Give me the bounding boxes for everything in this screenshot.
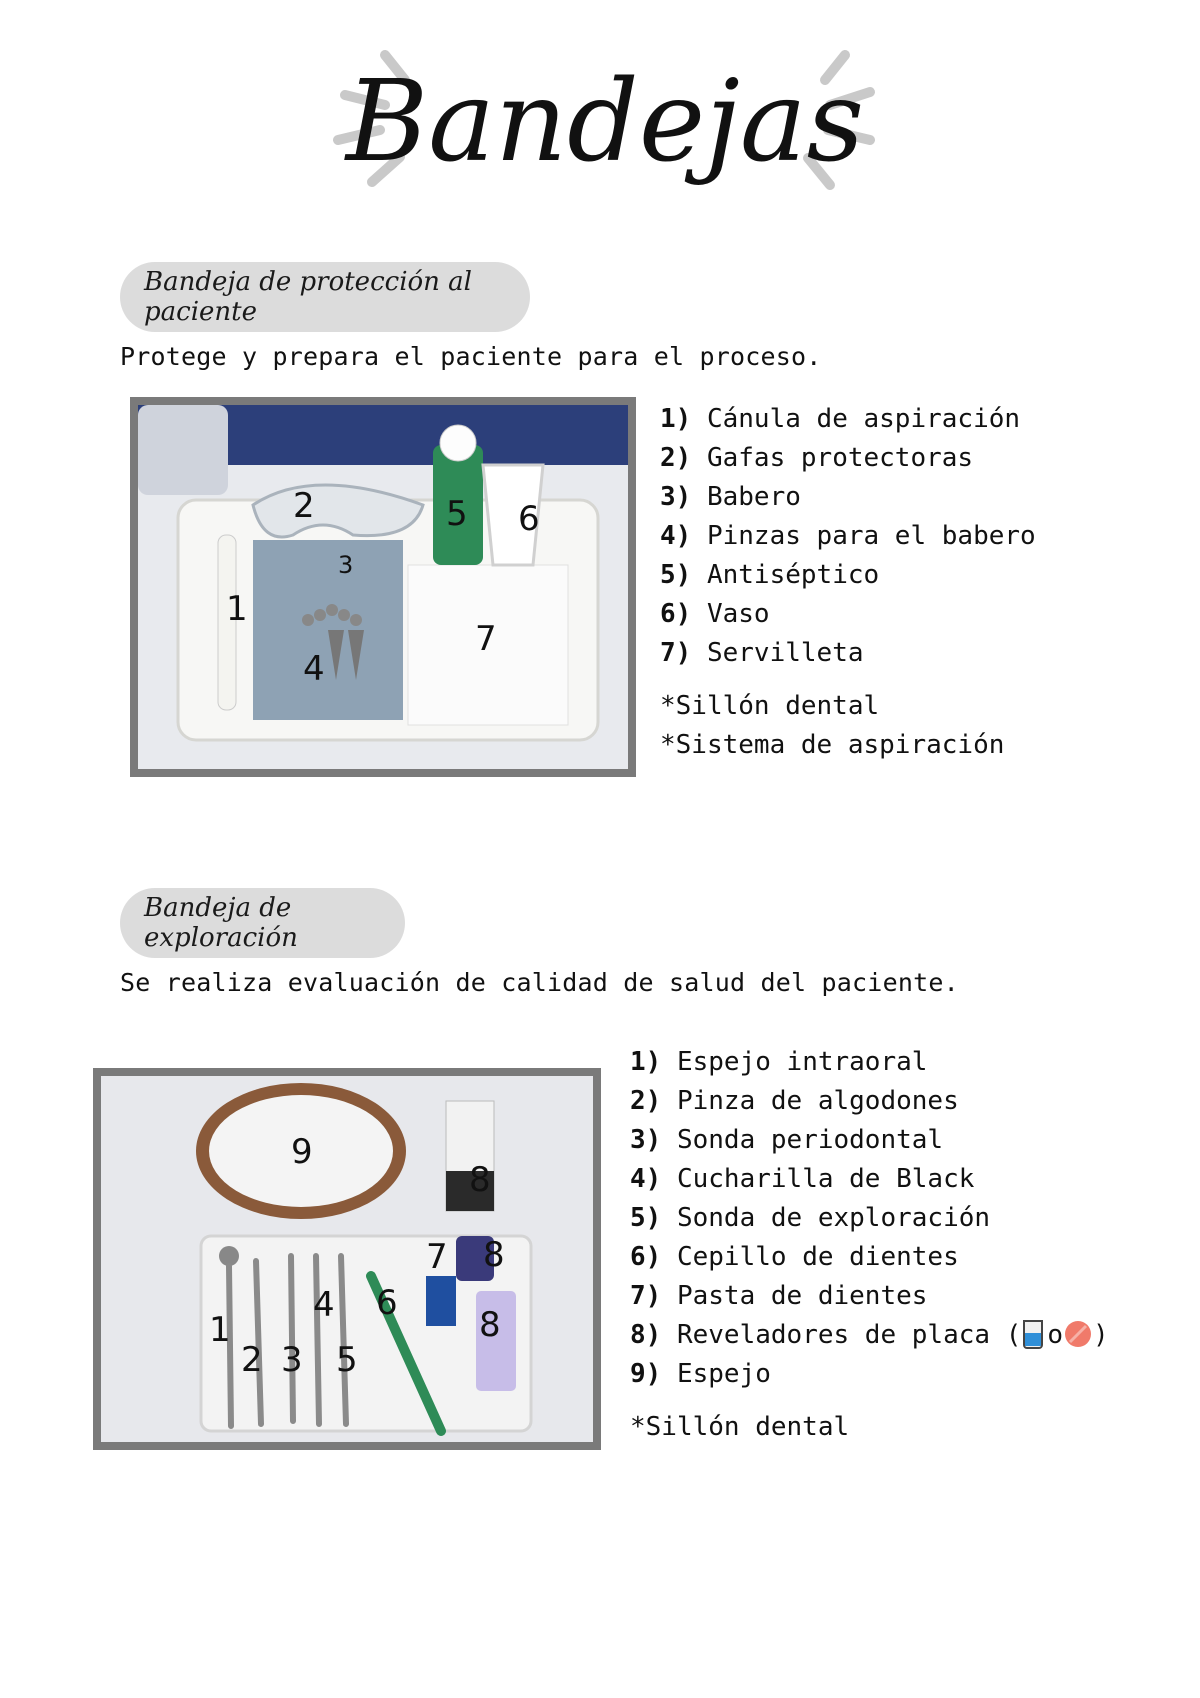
- protection-tray-photo: [130, 397, 636, 777]
- page-title: Bandejas: [345, 57, 865, 187]
- instrument-shape: [316, 1256, 319, 1424]
- list-item: 5) Sonda de exploración: [630, 1203, 991, 1233]
- photo-label: 1: [226, 589, 248, 629]
- photo-label: 8: [469, 1160, 491, 1200]
- photo-label: 4: [303, 649, 325, 689]
- section-description: Protege y prepara el paciente para el proceso.: [120, 342, 822, 371]
- note: *Sillón dental: [660, 691, 880, 721]
- list-item: 1) Cánula de aspiración: [660, 404, 1021, 434]
- photo-label: 8: [483, 1235, 505, 1275]
- photo-label: 3: [338, 551, 354, 579]
- photo-label: 2: [293, 486, 315, 526]
- photo-label: 9: [291, 1132, 313, 1172]
- photo-label: 5: [446, 494, 468, 534]
- list-item: 2) Pinza de algodones: [630, 1086, 959, 1116]
- list-item: 3) Sonda periodontal: [630, 1125, 944, 1155]
- photo-label: 8: [479, 1305, 501, 1345]
- instrument-shape: [291, 1256, 293, 1421]
- note: *Sillón dental: [630, 1412, 850, 1442]
- list-item: 7) Servilleta: [660, 638, 864, 668]
- tray-illustration: [138, 405, 628, 769]
- section-heading-exploration: [120, 888, 405, 958]
- note: *Sistema de aspiración: [660, 730, 1005, 760]
- list-item: 7) Pasta de dientes: [630, 1281, 928, 1311]
- exploration-item-list: [630, 1043, 1109, 1447]
- list-item: 5) Antiséptico: [660, 560, 880, 590]
- photo-label: 7: [475, 619, 497, 659]
- section-heading-text: Bandeja de protección al paciente: [144, 267, 472, 327]
- list-item: 2) Gafas protectoras: [660, 443, 974, 473]
- photo-label: 6: [518, 499, 540, 539]
- beaker-icon: [1021, 1319, 1047, 1349]
- section-heading-text: Bandeja de exploración: [144, 893, 298, 953]
- list-item: 1) Espejo intraoral: [630, 1047, 928, 1077]
- list-item: 6) Cepillo de dientes: [630, 1242, 959, 1272]
- bottle-shape: [138, 405, 228, 495]
- tray-illustration: [101, 1076, 593, 1442]
- list-item: 8) Reveladores de placa ( o ): [630, 1320, 1109, 1350]
- title-decoration: [0, 0, 1200, 230]
- pill-icon: [1063, 1319, 1093, 1349]
- list-item: 4) Pinzas para el babero: [660, 521, 1036, 551]
- toothpaste-shape: [426, 1276, 456, 1326]
- photo-label: 6: [376, 1283, 398, 1323]
- protection-item-list: [660, 400, 1036, 765]
- photo-label: 4: [313, 1285, 335, 1325]
- list-item: 3) Babero: [660, 482, 801, 512]
- section-heading-protection: [120, 262, 530, 332]
- photo-label: 3: [281, 1340, 303, 1380]
- section-description: Se realiza evaluación de calidad de salud del paciente.: [120, 968, 959, 997]
- list-item: 4) Cucharilla de Black: [630, 1164, 975, 1194]
- photo-label: 5: [336, 1340, 358, 1380]
- photo-label: 2: [241, 1340, 263, 1380]
- title-area: [0, 0, 1200, 230]
- photo-label: 1: [209, 1310, 231, 1350]
- list-item: 9) Espejo: [630, 1359, 771, 1389]
- photo-label: 7: [426, 1237, 448, 1277]
- list-item: 6) Vaso: [660, 599, 770, 629]
- exploration-tray-photo: [93, 1068, 601, 1450]
